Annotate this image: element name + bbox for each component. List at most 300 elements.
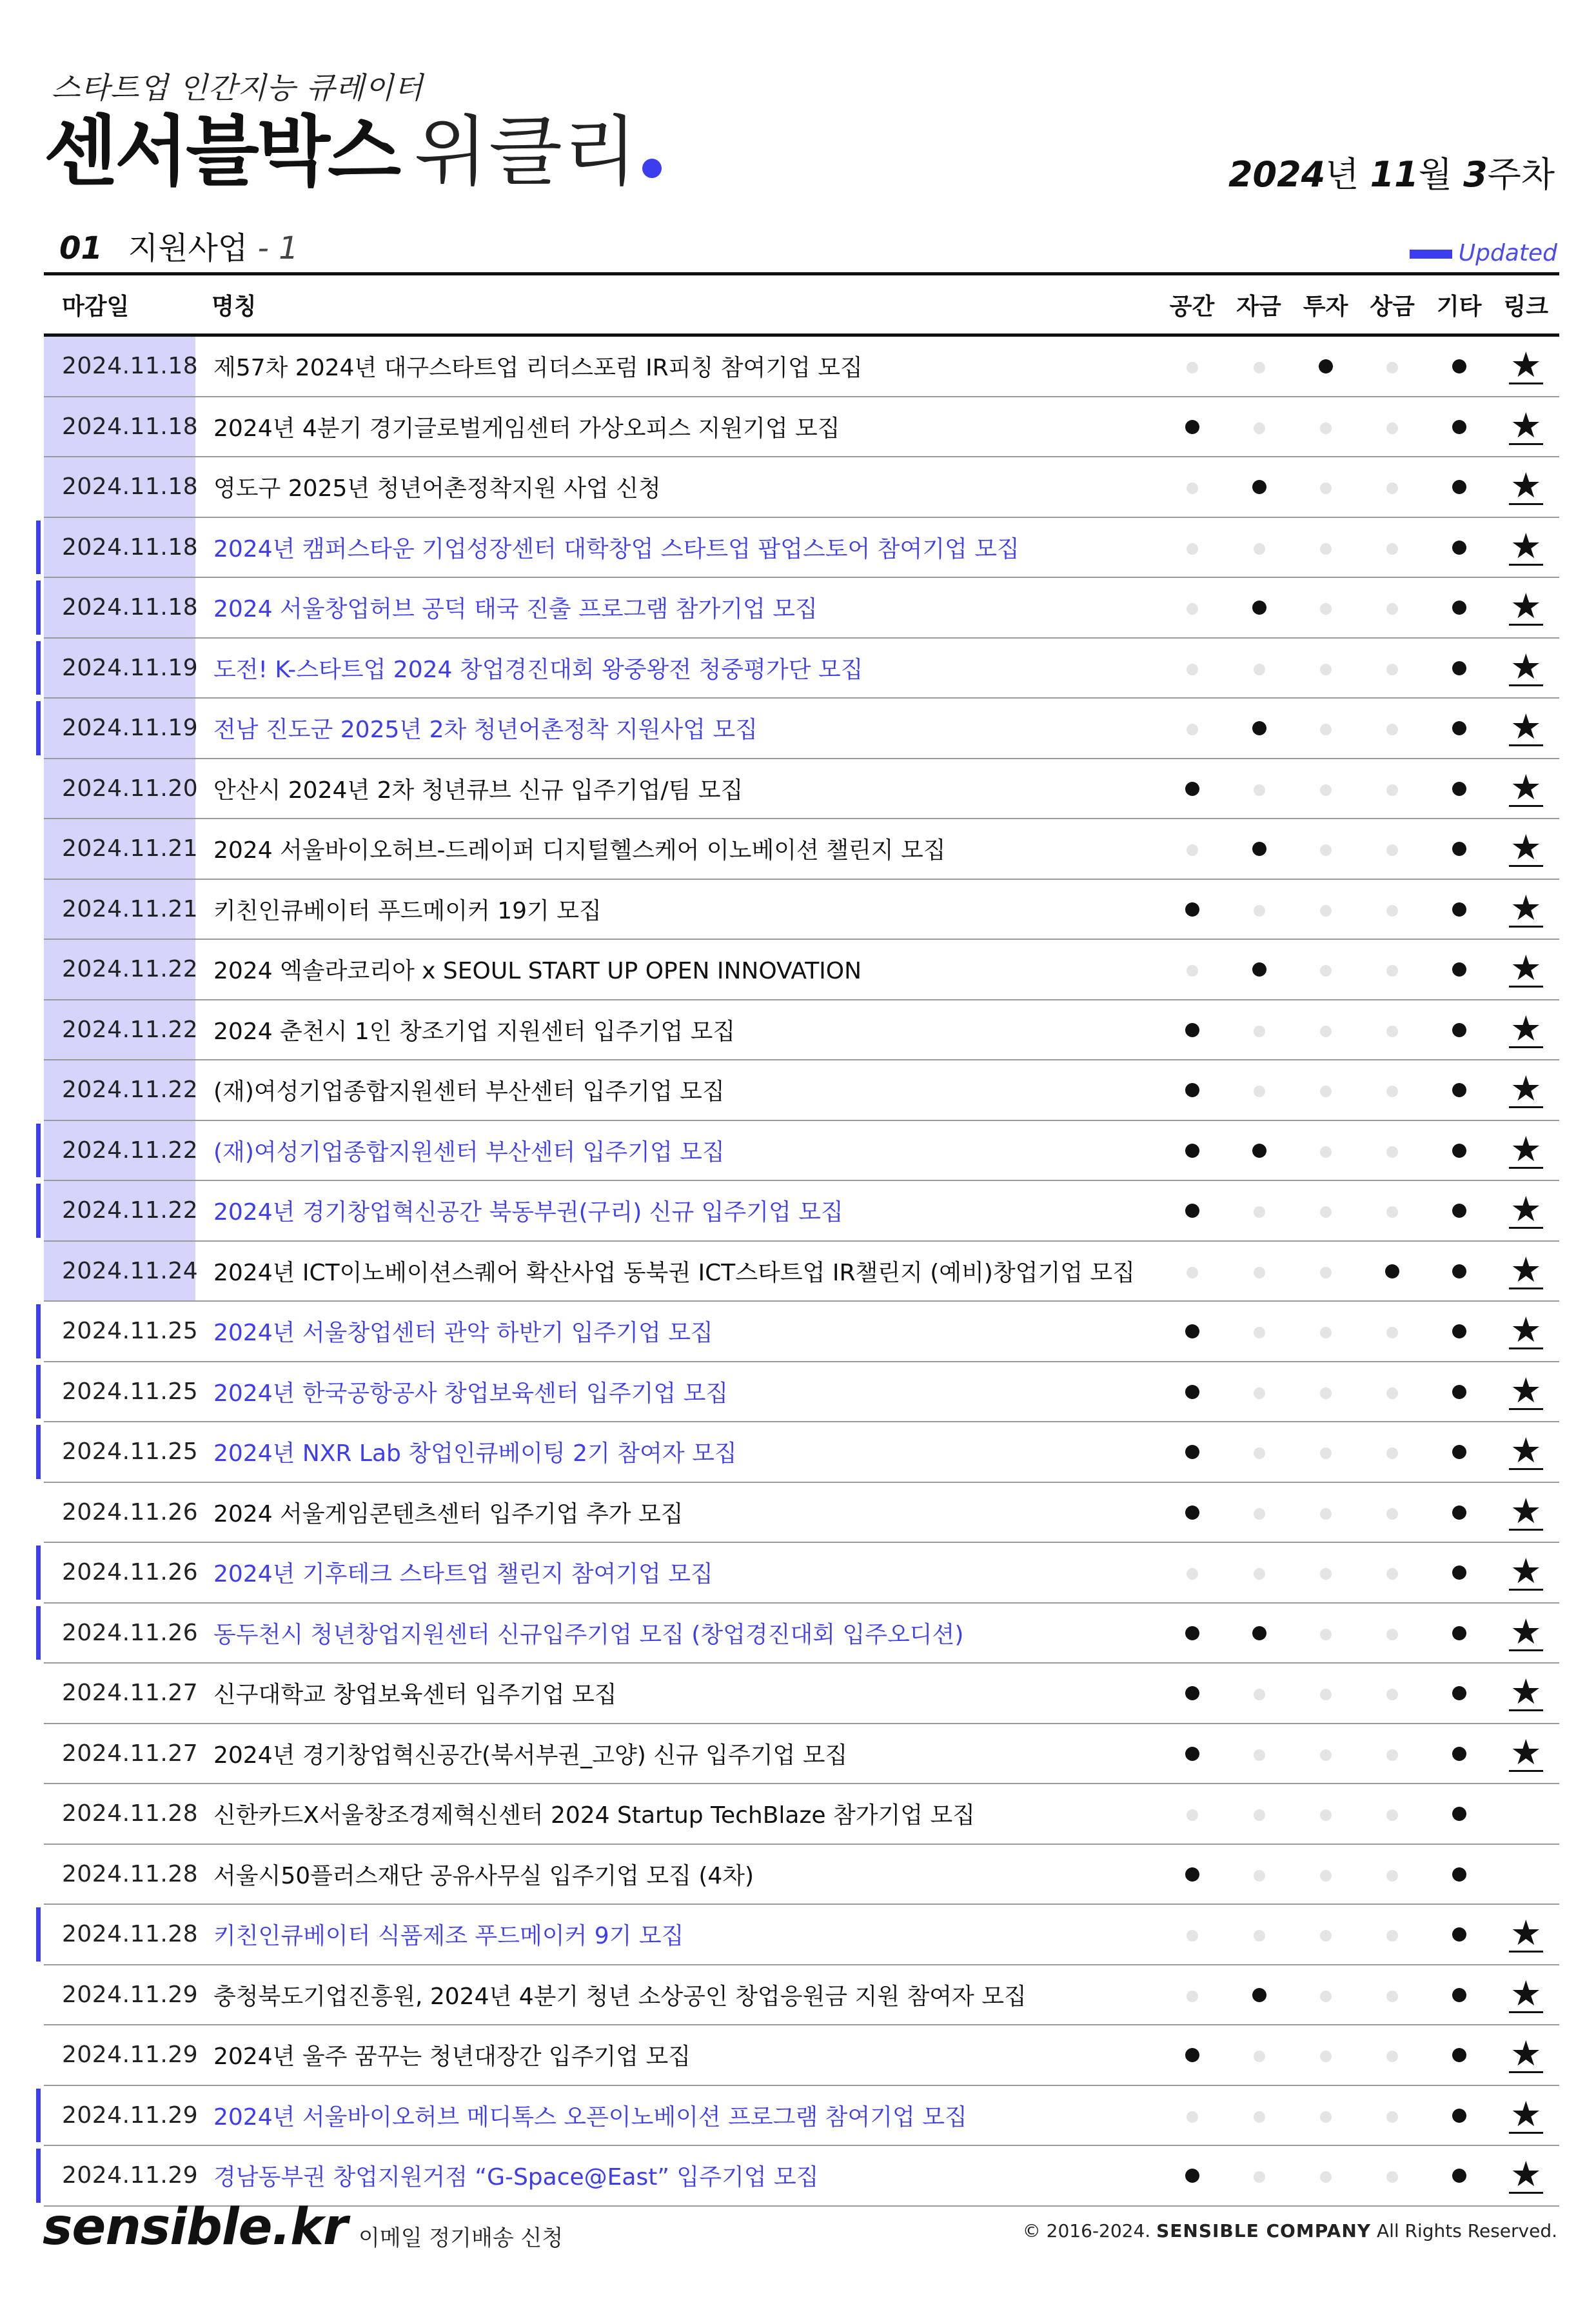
cell-link <box>1493 2033 1559 2074</box>
cell-invest <box>1292 2162 1359 2189</box>
cell-other <box>1426 1740 1492 1767</box>
empty-dot-icon <box>1254 784 1265 796</box>
empty-dot-icon <box>1386 1327 1398 1338</box>
filled-dot-icon <box>1185 902 1199 917</box>
row-date: 2024.11.22 <box>44 1181 195 1240</box>
header-other: 기타 <box>1436 293 1482 320</box>
empty-dot-icon <box>1320 1568 1332 1580</box>
cell-link <box>1493 1369 1559 1411</box>
filled-dot-icon <box>1452 1686 1466 1700</box>
cell-prize <box>1359 1499 1426 1526</box>
filled-dot-icon <box>1185 1867 1199 1882</box>
header-link: 링크 <box>1503 293 1549 320</box>
empty-dot-icon <box>1320 1689 1332 1700</box>
star-link-icon[interactable]: ★ <box>1510 1128 1542 1169</box>
cell-other <box>1426 655 1492 681</box>
empty-dot-icon <box>1187 1809 1198 1821</box>
cell-prize <box>1359 2042 1426 2068</box>
star-link-icon[interactable]: ★ <box>1510 1731 1542 1773</box>
cell-invest <box>1292 2042 1359 2068</box>
cell-space <box>1159 715 1226 741</box>
cell-space <box>1159 896 1226 922</box>
filled-dot-icon <box>1185 1144 1199 1158</box>
empty-dot-icon <box>1187 965 1198 977</box>
row-title: 키친인큐베이터 푸드메이커 19기 모집 <box>213 897 602 924</box>
empty-dot-icon <box>1187 362 1198 373</box>
row-date: 2024.11.28 <box>62 1921 199 1948</box>
empty-dot-icon <box>1386 2051 1398 2062</box>
row-date: 2024.11.25 <box>62 1438 199 1466</box>
cell-invest <box>1292 1620 1359 1646</box>
filled-dot-icon <box>1452 1083 1466 1097</box>
updated-bar-icon <box>1410 250 1452 259</box>
cell-invest <box>1292 1197 1359 1224</box>
empty-dot-icon <box>1320 1086 1332 1097</box>
star-link-icon[interactable]: ★ <box>1510 948 1542 989</box>
empty-dot-icon <box>1386 965 1398 977</box>
title-light: 위클리 <box>413 107 638 196</box>
star-link-icon[interactable]: ★ <box>1510 827 1542 868</box>
cell-other <box>1426 1017 1492 1043</box>
filled-dot-icon <box>1452 1023 1466 1037</box>
star-link-icon[interactable]: ★ <box>1510 1068 1542 1109</box>
cell-prize <box>1359 835 1426 862</box>
cell-other <box>1426 1800 1492 1827</box>
table-row <box>44 578 1559 639</box>
cell-link <box>1493 1249 1559 1290</box>
row-title: 제57차 2024년 대구스타트업 리더스포럼 IR피칭 참여기업 모집 <box>213 355 863 382</box>
cell-space <box>1159 1800 1226 1827</box>
row-title: 2024년 서울창업센터 관악 하반기 입주기업 모집 <box>213 1320 713 1347</box>
cell-invest <box>1292 1258 1359 1284</box>
star-link-icon[interactable]: ★ <box>1510 2154 1542 2195</box>
empty-dot-icon <box>1320 1146 1332 1158</box>
empty-dot-icon <box>1187 543 1198 555</box>
cell-other <box>1426 594 1492 621</box>
empty-dot-icon <box>1320 664 1332 675</box>
row-date: 2024.11.29 <box>62 2042 199 2069</box>
row-title: 2024 서울창업허브 공덕 태국 진출 프로그램 참가기업 모집 <box>213 596 818 623</box>
star-link-icon[interactable]: ★ <box>1510 1008 1542 1049</box>
filled-dot-icon <box>1252 1988 1266 2002</box>
empty-dot-icon <box>1320 784 1332 796</box>
filled-dot-icon <box>1452 1867 1466 1882</box>
empty-dot-icon <box>1320 1508 1332 1520</box>
star-link-icon[interactable]: ★ <box>1510 2033 1542 2074</box>
cell-prize <box>1359 1982 1426 2008</box>
empty-dot-icon <box>1386 1991 1398 2002</box>
cell-space <box>1159 473 1226 500</box>
cell-invest <box>1292 1740 1359 1767</box>
cell-link <box>1493 1611 1559 1652</box>
empty-dot-icon <box>1187 2111 1198 2123</box>
cell-other <box>1426 1499 1492 1526</box>
filled-dot-icon <box>1452 601 1466 615</box>
star-link-icon[interactable]: ★ <box>1510 766 1542 808</box>
cell-invest <box>1292 2102 1359 2129</box>
cell-other <box>1426 2162 1492 2189</box>
star-link-icon[interactable]: ★ <box>1510 1490 1542 1531</box>
section-title: 지원사업 <box>128 230 248 266</box>
cell-prize <box>1359 1680 1426 1706</box>
row-date: 2024.11.28 <box>62 1800 199 1827</box>
empty-dot-icon <box>1386 1930 1398 1942</box>
row-date: 2024.11.25 <box>62 1318 199 1345</box>
cell-link <box>1493 1551 1559 1592</box>
newsletter-signup-link[interactable]: 이메일 정기배송 신청 <box>359 2225 564 2251</box>
empty-dot-icon <box>1187 724 1198 735</box>
filled-dot-icon <box>1452 721 1466 735</box>
empty-dot-icon <box>1320 1206 1332 1218</box>
filled-dot-icon <box>1252 601 1266 615</box>
cell-prize <box>1359 1318 1426 1344</box>
empty-dot-icon <box>1386 1146 1398 1158</box>
star-link-icon[interactable]: ★ <box>1510 586 1542 627</box>
empty-dot-icon <box>1386 1206 1398 1218</box>
cell-prize <box>1359 594 1426 621</box>
empty-dot-icon <box>1386 1387 1398 1399</box>
cell-invest <box>1292 1137 1359 1164</box>
table-row <box>44 1965 1559 2026</box>
filled-dot-icon <box>1452 1144 1466 1158</box>
cell-prize <box>1359 1620 1426 1646</box>
star-link-icon[interactable]: ★ <box>1510 887 1542 928</box>
star-link-icon[interactable]: ★ <box>1510 646 1542 687</box>
star-link-icon[interactable]: ★ <box>1510 1913 1542 1954</box>
table-row <box>44 1422 1559 1483</box>
star-link-icon[interactable]: ★ <box>1510 404 1542 446</box>
filled-dot-icon <box>1452 420 1466 434</box>
star-link-icon[interactable]: ★ <box>1510 2093 1542 2134</box>
cell-space <box>1159 1258 1226 1284</box>
table-header <box>44 275 1559 337</box>
empty-dot-icon <box>1386 1508 1398 1520</box>
empty-dot-icon <box>1187 1568 1198 1580</box>
filled-dot-icon <box>1452 359 1466 373</box>
section-page: - 1 <box>257 230 299 266</box>
cell-fund <box>1226 896 1292 922</box>
cell-fund <box>1226 1499 1292 1526</box>
star-link-icon[interactable]: ★ <box>1510 525 1542 566</box>
cell-other <box>1426 1438 1492 1465</box>
star-link-icon[interactable]: ★ <box>1510 1309 1542 1351</box>
star-link-icon[interactable]: ★ <box>1510 465 1542 506</box>
cell-prize <box>1359 655 1426 681</box>
row-title: 2024 서울바이오허브-드레이퍼 디지털헬스케어 이노베이션 챌린지 모집 <box>213 837 946 864</box>
empty-dot-icon <box>1386 905 1398 917</box>
cell-other <box>1426 1258 1492 1284</box>
empty-dot-icon <box>1320 2111 1332 2123</box>
table-row <box>44 1242 1559 1302</box>
cell-other <box>1426 1559 1492 1585</box>
cell-other <box>1426 896 1492 922</box>
cell-link <box>1493 2093 1559 2134</box>
empty-dot-icon <box>1254 2111 1265 2123</box>
cell-link <box>1493 827 1559 868</box>
empty-dot-icon <box>1320 2051 1332 2062</box>
row-title: 서울시50플러스재단 공유사무실 입주기업 모집 (4차) <box>213 1862 754 1889</box>
cell-prize <box>1359 1740 1426 1767</box>
empty-dot-icon <box>1386 1870 1398 1882</box>
filled-dot-icon <box>1452 1385 1466 1399</box>
filled-dot-icon <box>1452 962 1466 977</box>
cell-prize <box>1359 896 1426 922</box>
cell-other <box>1426 473 1492 500</box>
empty-dot-icon <box>1254 1930 1265 1942</box>
cell-prize <box>1359 956 1426 982</box>
table-row <box>44 1302 1559 1362</box>
cell-invest <box>1292 835 1359 862</box>
row-date: 2024.11.24 <box>44 1242 195 1301</box>
section-number: 01 <box>59 230 103 266</box>
week-year-unit: 년 <box>1325 154 1359 195</box>
cell-invest <box>1292 655 1359 681</box>
empty-dot-icon <box>1386 664 1398 675</box>
cell-space <box>1159 1861 1226 1887</box>
cell-prize <box>1359 1861 1426 1887</box>
filled-dot-icon <box>1452 2169 1466 2183</box>
table-row <box>44 1543 1559 1604</box>
empty-dot-icon <box>1254 2171 1265 2183</box>
cell-fund <box>1226 2042 1292 2068</box>
support-table <box>44 272 1559 2207</box>
empty-dot-icon <box>1254 1447 1265 1459</box>
empty-dot-icon <box>1254 1809 1265 1821</box>
cell-link <box>1493 1731 1559 1773</box>
filled-dot-icon <box>1452 2048 1466 2062</box>
star-link-icon[interactable]: ★ <box>1510 1430 1542 1471</box>
cell-prize <box>1359 1800 1426 1827</box>
cell-space <box>1159 1378 1226 1405</box>
table-body <box>44 337 1559 2207</box>
cell-space <box>1159 1077 1226 1103</box>
cell-other <box>1426 2102 1492 2129</box>
empty-dot-icon <box>1386 1086 1398 1097</box>
row-date: 2024.11.18 <box>44 457 195 517</box>
table-row <box>44 1845 1559 1905</box>
row-title: 충청북도기업진흥원, 2024년 4분기 청년 소상공인 창업응원금 지원 참여자 모집 <box>213 1983 1027 2010</box>
filled-dot-icon <box>1185 1083 1199 1097</box>
row-title: 키친인큐베이터 식품제조 푸드메이커 9기 모집 <box>213 1923 684 1950</box>
star-link-icon[interactable]: ★ <box>1510 344 1542 386</box>
cell-other <box>1426 1861 1492 1887</box>
row-title: (재)여성기업종합지원센터 부산센터 입주기업 모집 <box>213 1078 725 1106</box>
empty-dot-icon <box>1254 1689 1265 1700</box>
filled-dot-icon <box>1452 1747 1466 1761</box>
cell-space <box>1159 1137 1226 1164</box>
cell-space <box>1159 353 1226 379</box>
cell-space <box>1159 1982 1226 2008</box>
filled-dot-icon <box>1452 1264 1466 1278</box>
cell-other <box>1426 1680 1492 1706</box>
row-title: 2024 서울게임콘텐츠센터 입주기업 추가 모집 <box>213 1500 684 1527</box>
filled-dot-icon <box>1452 480 1466 494</box>
cell-invest <box>1292 1680 1359 1706</box>
cell-other <box>1426 715 1492 741</box>
cell-other <box>1426 534 1492 561</box>
cell-invest <box>1292 1982 1359 2008</box>
cell-prize <box>1359 2162 1426 2189</box>
cell-invest <box>1292 473 1359 500</box>
filled-dot-icon <box>1185 1747 1199 1761</box>
empty-dot-icon <box>1320 1930 1332 1942</box>
week-num: 3 <box>1463 154 1488 195</box>
cell-link <box>1493 525 1559 566</box>
header-fund: 자금 <box>1236 293 1281 320</box>
filled-dot-icon <box>1185 2169 1199 2183</box>
empty-dot-icon <box>1320 1870 1332 1882</box>
cell-invest <box>1292 775 1359 802</box>
filled-dot-icon <box>1252 480 1266 494</box>
table-row <box>44 1724 1559 1785</box>
empty-dot-icon <box>1320 1327 1332 1338</box>
row-title: 2024년 NXR Lab 창업인큐베이팅 2기 참여자 모집 <box>213 1440 737 1467</box>
table-row <box>44 397 1559 458</box>
filled-dot-icon <box>1452 2109 1466 2123</box>
cell-link <box>1493 1490 1559 1531</box>
copyright <box>1023 2220 1557 2241</box>
row-title: 2024년 4분기 경기글로벌게임센터 가상오피스 지원기업 모집 <box>213 415 840 442</box>
star-link-icon[interactable]: ★ <box>1510 1369 1542 1411</box>
row-date: 2024.11.21 <box>44 819 195 879</box>
empty-dot-icon <box>1187 603 1198 615</box>
empty-dot-icon <box>1320 482 1332 494</box>
header-space: 공간 <box>1169 293 1215 320</box>
table-row <box>44 2146 1559 2207</box>
row-date: 2024.11.22 <box>44 1060 195 1120</box>
cell-space <box>1159 1921 1226 1947</box>
filled-dot-icon <box>1185 2048 1199 2062</box>
filled-dot-icon <box>1452 661 1466 675</box>
empty-dot-icon <box>1320 1387 1332 1399</box>
empty-dot-icon <box>1386 2111 1398 2123</box>
cell-prize <box>1359 1438 1426 1465</box>
table-row <box>44 639 1559 699</box>
cell-link <box>1493 1068 1559 1109</box>
empty-dot-icon <box>1254 1870 1265 1882</box>
filled-dot-icon <box>1185 420 1199 434</box>
star-link-icon[interactable]: ★ <box>1510 1973 1542 2014</box>
filled-dot-icon <box>1185 1506 1199 1520</box>
empty-dot-icon <box>1320 543 1332 555</box>
cell-other <box>1426 1137 1492 1164</box>
header-name: 명칭 <box>212 293 257 320</box>
row-date: 2024.11.19 <box>44 699 195 758</box>
cell-fund <box>1226 413 1292 440</box>
cell-space <box>1159 1620 1226 1646</box>
cell-other <box>1426 1982 1492 2008</box>
cell-space <box>1159 1680 1226 1706</box>
row-date: 2024.11.22 <box>44 1121 195 1180</box>
star-link-icon[interactable]: ★ <box>1510 1189 1542 1230</box>
cell-invest <box>1292 956 1359 982</box>
cell-fund <box>1226 1378 1292 1405</box>
cell-fund <box>1226 1800 1292 1827</box>
cell-fund <box>1226 2102 1292 2129</box>
empty-dot-icon <box>1187 1267 1198 1278</box>
cell-space <box>1159 655 1226 681</box>
cell-space <box>1159 1499 1226 1526</box>
row-date: 2024.11.29 <box>62 1981 199 2008</box>
cell-fund <box>1226 1318 1292 1344</box>
footer-logo[interactable]: sensible.kr <box>43 2198 348 2256</box>
row-title: 2024년 경기창업혁신공간 북동부권(구리) 신규 입주기업 모집 <box>213 1199 843 1226</box>
cell-invest <box>1292 1318 1359 1344</box>
star-link-icon[interactable]: ★ <box>1510 1611 1542 1652</box>
star-link-icon[interactable]: ★ <box>1510 1671 1542 1713</box>
row-date: 2024.11.22 <box>44 940 195 999</box>
row-title: 2024년 캠퍼스타운 기업성장센터 대학창업 스타트업 팝업스토어 참여기업 모집 <box>213 535 1020 562</box>
empty-dot-icon <box>1386 362 1398 373</box>
cell-prize <box>1359 1077 1426 1103</box>
cell-space <box>1159 594 1226 621</box>
cell-prize <box>1359 353 1426 379</box>
star-link-icon[interactable]: ★ <box>1510 706 1542 748</box>
star-link-icon[interactable]: ★ <box>1510 1551 1542 1592</box>
row-title: 동두천시 청년창업지원센터 신규입주기업 모집 (창업경진대회 입주오디션) <box>213 1621 964 1648</box>
cell-prize <box>1359 413 1426 440</box>
week-num-unit: 주차 <box>1487 154 1555 195</box>
copyright-prefix: © 2016-2024. <box>1022 2220 1151 2241</box>
cell-prize <box>1359 1378 1426 1405</box>
table-row <box>44 1784 1559 1845</box>
empty-dot-icon <box>1386 543 1398 555</box>
empty-dot-icon <box>1386 784 1398 796</box>
row-title: 경남동부권 창업지원거점 “G-Space@East” 입주기업 모집 <box>213 2164 819 2191</box>
cell-fund <box>1226 715 1292 741</box>
row-date: 2024.11.25 <box>62 1378 199 1405</box>
empty-dot-icon <box>1320 844 1332 856</box>
cell-fund <box>1226 473 1292 500</box>
cell-link <box>1493 948 1559 989</box>
empty-dot-icon <box>1386 482 1398 494</box>
filled-dot-icon <box>1452 1988 1466 2002</box>
row-date: 2024.11.27 <box>62 1680 199 1707</box>
empty-dot-icon <box>1386 844 1398 856</box>
empty-dot-icon <box>1254 1267 1265 1278</box>
cell-other <box>1426 353 1492 379</box>
empty-dot-icon <box>1254 1086 1265 1097</box>
cell-invest <box>1292 1017 1359 1043</box>
filled-dot-icon <box>1252 1144 1266 1158</box>
filled-dot-icon <box>1252 962 1266 977</box>
filled-dot-icon <box>1185 1324 1199 1338</box>
cell-link <box>1493 344 1559 386</box>
cell-fund <box>1226 1982 1292 2008</box>
cell-other <box>1426 1620 1492 1646</box>
empty-dot-icon <box>1254 1387 1265 1399</box>
updated-legend <box>1410 240 1557 266</box>
empty-dot-icon <box>1320 422 1332 434</box>
empty-dot-icon <box>1386 1689 1398 1700</box>
filled-dot-icon <box>1452 1506 1466 1520</box>
filled-dot-icon <box>1185 1686 1199 1700</box>
row-date: 2024.11.18 <box>44 397 195 457</box>
cell-other <box>1426 775 1492 802</box>
cell-fund <box>1226 1861 1292 1887</box>
star-link-icon[interactable]: ★ <box>1510 1249 1542 1290</box>
cell-fund <box>1226 1740 1292 1767</box>
row-date: 2024.11.29 <box>62 2162 199 2189</box>
filled-dot-icon <box>1452 842 1466 856</box>
filled-dot-icon <box>1452 1807 1466 1821</box>
cell-fund <box>1226 594 1292 621</box>
empty-dot-icon <box>1254 1508 1265 1520</box>
empty-dot-icon <box>1386 724 1398 735</box>
cell-fund <box>1226 2162 1292 2189</box>
empty-dot-icon <box>1320 1749 1332 1761</box>
filled-dot-icon <box>1452 1204 1466 1218</box>
